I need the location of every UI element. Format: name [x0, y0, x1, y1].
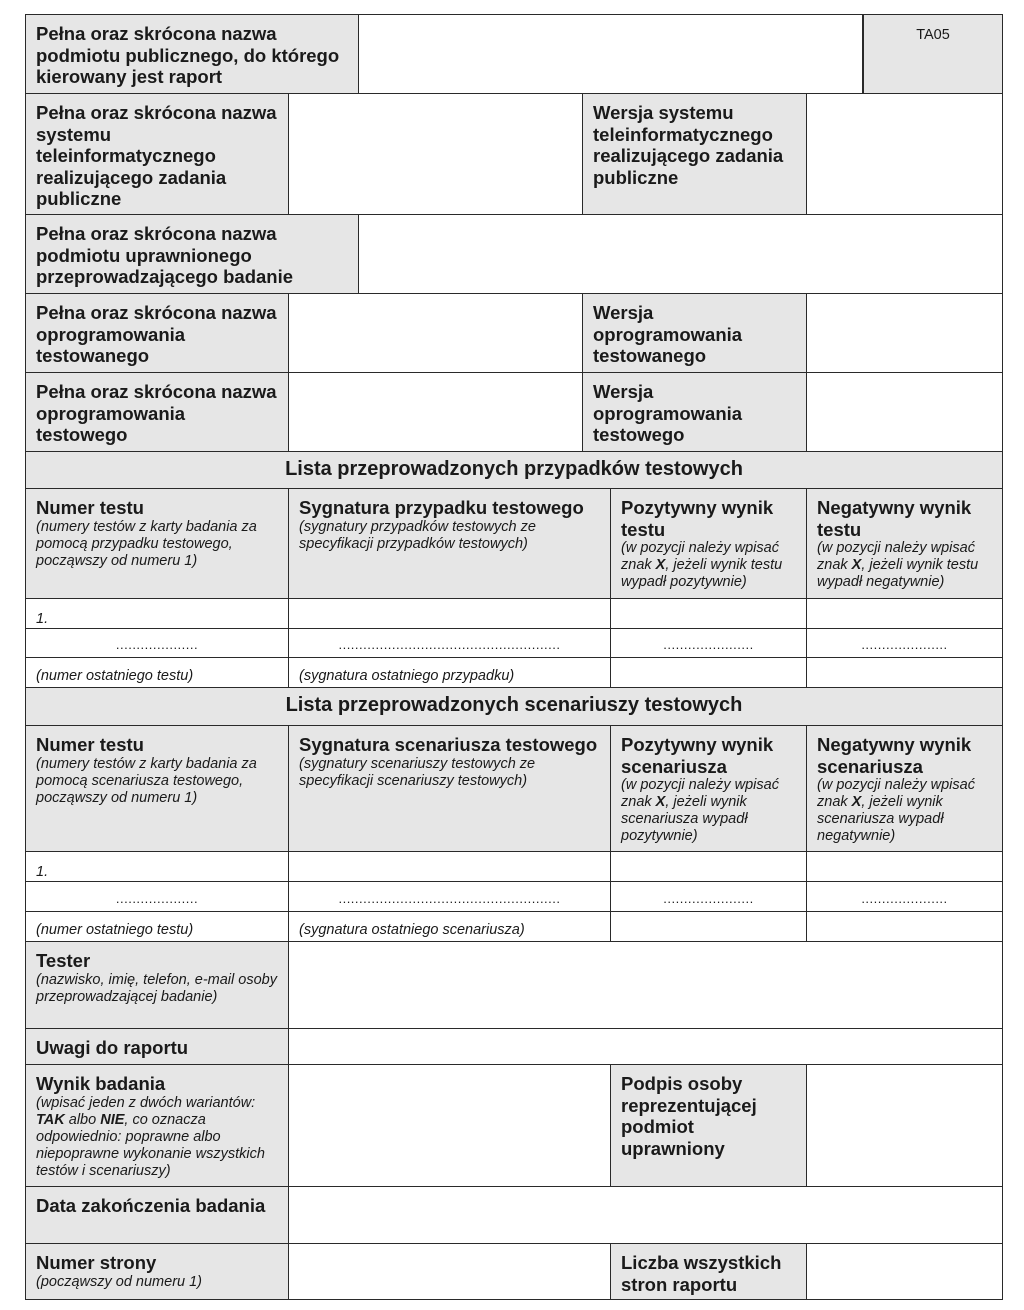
tc-col-number: [25, 488, 289, 599]
tc-col-signature-title: Sygnatura przypadku testowego: [299, 497, 584, 518]
tested-software-version-label: Wersja oprogramowania testowanego: [593, 302, 743, 366]
recipient-field[interactable]: [358, 14, 863, 94]
tc-col-positive-title: Pozytywny wynik testu: [621, 497, 774, 540]
scenarios-section-header: [25, 687, 1003, 726]
sc-col-positive: [610, 725, 807, 852]
result-label: Wynik badania: [36, 1073, 166, 1094]
tested-software-label-cell: [25, 293, 289, 373]
sc-last-number: (numer ostatniego testu): [36, 922, 194, 938]
dots: ......................: [663, 637, 754, 652]
authorized-entity-field[interactable]: [358, 214, 1003, 294]
end-date-label-cell: [25, 1186, 289, 1244]
tc-col-negative-note: (w pozycji należy wpisać znak X, jeżeli wynik testu wypadł negatywnie): [817, 540, 979, 590]
remarks-field[interactable]: [288, 1028, 1003, 1065]
sc-col-negative: [806, 725, 1003, 852]
system-version-field[interactable]: [806, 93, 1003, 215]
sc-col-positive-note: (w pozycji należy wpisać znak X, jeżeli wynik scenariusza wypadł pozytywnie): [621, 777, 779, 844]
table-cell[interactable]: [610, 851, 807, 882]
sc-col-signature-title: Sygnatura scenariusza testowego: [299, 734, 598, 755]
sc-col-negative-note: (w pozycji należy wpisać znak X, jeżeli wynik scenariusza wypadł negatywnie): [817, 777, 975, 844]
recipient-label: Pełna oraz skrócona nazwa podmiotu publicznego, do którego kierowany jest raport: [36, 23, 340, 87]
table-cell[interactable]: [610, 881, 807, 912]
test-software-label-cell: [25, 372, 289, 452]
test-software-version-label: Wersja oprogramowania testowego: [593, 381, 743, 445]
authorized-entity-label-cell: [25, 214, 359, 294]
sc-col-number-note: (numery testów z karty badania za pomocą scenariusza testowego, począwszy od numeru 1): [36, 755, 257, 806]
authorized-entity-label: Pełna oraz skrócona nazwa podmiotu uprawnionego przeprowadzającego badanie: [36, 223, 294, 287]
test-software-label: Pełna oraz skrócona nazwa oprogramowania testowego: [36, 381, 277, 445]
page-number-note: (począwszy od numeru 1): [36, 1273, 203, 1290]
tc-last-number: (numer ostatniego testu): [36, 668, 194, 684]
sc-col-signature-note: (sygnatury scenariuszy testowych ze specyfikacji scenariuszy testowych): [299, 755, 536, 789]
tested-software-field[interactable]: [288, 293, 583, 373]
tc-col-negative-title: Negatywny wynik testu: [817, 497, 972, 540]
table-cell[interactable]: [806, 628, 1003, 658]
recipient-label-cell: [25, 14, 359, 94]
test-software-version-field[interactable]: [806, 372, 1003, 452]
result-field[interactable]: [288, 1064, 611, 1187]
total-pages-label-cell: [610, 1243, 807, 1300]
dots: ....................: [115, 891, 199, 906]
tester-label-cell: [25, 941, 289, 1029]
test-software-version-label-cell: [582, 372, 807, 452]
table-cell[interactable]: [610, 598, 807, 629]
table-cell[interactable]: [610, 628, 807, 658]
system-name-label-cell: [25, 93, 289, 215]
table-cell[interactable]: [806, 657, 1003, 688]
table-cell[interactable]: [288, 657, 611, 688]
test-cases-title: Lista przeprowadzonych przypadków testowych: [285, 458, 743, 480]
system-version-label: Wersja systemu teleinformatycznego realizującego zadania publiczne: [593, 102, 784, 188]
table-row[interactable]: [25, 598, 289, 629]
report-form: [25, 14, 1003, 1300]
page-number-label-cell: [25, 1243, 289, 1300]
table-cell[interactable]: [610, 911, 807, 942]
table-cell[interactable]: [806, 881, 1003, 912]
tester-label: Tester: [36, 950, 91, 971]
tc-col-number-note: (numery testów z karty badania za pomocą przypadku testowego, począwszy od numeru 1): [36, 518, 257, 569]
test-software-field[interactable]: [288, 372, 583, 452]
form-code-cell: [863, 14, 1003, 94]
result-note: (wpisać jeden z dwóch wariantów: TAK albo NIE, co oznacza odpowiednio: poprawne albo niepoprawne wykonanie wszystkich testów i scenariuszy): [36, 1094, 265, 1179]
table-row[interactable]: [25, 657, 289, 688]
dots: ......................................................: [338, 891, 561, 906]
table-row[interactable]: [25, 851, 289, 882]
tc-col-positive: [610, 488, 807, 599]
table-row[interactable]: [25, 628, 289, 658]
tc-col-number-title: Numer testu: [36, 497, 144, 518]
system-name-field[interactable]: [288, 93, 583, 215]
tested-software-version-field[interactable]: [806, 293, 1003, 373]
table-row[interactable]: [25, 911, 289, 942]
tester-field[interactable]: [288, 941, 1003, 1029]
tester-note: (nazwisko, imię, telefon, e-mail osoby przeprowadzającej badanie): [36, 971, 277, 1005]
system-version-label-cell: [582, 93, 807, 215]
table-cell[interactable]: [288, 911, 611, 942]
scenarios-title: Lista przeprowadzonych scenariuszy testowych: [285, 694, 743, 716]
table-cell[interactable]: [288, 628, 611, 658]
table-cell[interactable]: [288, 598, 611, 629]
remarks-label: Uwagi do raportu: [36, 1037, 189, 1058]
dots: .....................: [861, 637, 948, 652]
tc-first-row-number: 1.: [36, 611, 49, 627]
tc-col-signature-note: (sygnatury przypadków testowych ze specyfikacji przypadków testowych): [299, 518, 536, 552]
sc-col-negative-title: Negatywny wynik scenariusza: [817, 734, 972, 777]
dots: ......................................................: [338, 637, 561, 652]
sc-col-signature: [288, 725, 611, 852]
end-date-field[interactable]: [288, 1186, 1003, 1244]
test-cases-section-header: [25, 451, 1003, 489]
tc-last-signature: (sygnatura ostatniego przypadku): [299, 668, 515, 684]
system-name-label: Pełna oraz skrócona nazwa systemu teleinformatycznego realizującego zadania publiczne: [36, 102, 277, 209]
tc-col-positive-note: (w pozycji należy wpisać znak X, jeżeli wynik testu wypadł pozytywnie): [621, 540, 783, 590]
form-code: TA05: [916, 27, 950, 43]
total-pages-field[interactable]: [806, 1243, 1003, 1300]
signature-label: Podpis osoby reprezentującej podmiot uprawniony: [621, 1073, 757, 1159]
sc-col-number-title: Numer testu: [36, 734, 144, 755]
table-cell[interactable]: [288, 851, 611, 882]
signature-label-cell: [610, 1064, 807, 1187]
table-row[interactable]: [25, 881, 289, 912]
remarks-label-cell: [25, 1028, 289, 1065]
result-label-cell: [25, 1064, 289, 1187]
dots: ......................: [663, 891, 754, 906]
table-cell[interactable]: [610, 657, 807, 688]
dots: ....................: [115, 637, 199, 652]
page-number-label: Numer strony: [36, 1252, 157, 1273]
sc-col-number: [25, 725, 289, 852]
dots: .....................: [861, 891, 948, 906]
signature-field[interactable]: [806, 1064, 1003, 1187]
sc-first-row-number: 1.: [36, 864, 49, 880]
table-cell[interactable]: [806, 598, 1003, 629]
sc-last-signature: (sygnatura ostatniego scenariusza): [299, 922, 525, 938]
sc-col-positive-title: Pozytywny wynik scenariusza: [621, 734, 774, 777]
tc-col-signature: [288, 488, 611, 599]
end-date-label: Data zakończenia badania: [36, 1195, 266, 1216]
table-cell[interactable]: [806, 851, 1003, 882]
tc-col-negative: [806, 488, 1003, 599]
tested-software-version-label-cell: [582, 293, 807, 373]
table-cell[interactable]: [806, 911, 1003, 942]
page-number-field[interactable]: [288, 1243, 611, 1300]
total-pages-label: Liczba wszystkich stron raportu: [621, 1252, 782, 1295]
tested-software-label: Pełna oraz skrócona nazwa oprogramowania testowanego: [36, 302, 277, 366]
table-cell[interactable]: [288, 881, 611, 912]
